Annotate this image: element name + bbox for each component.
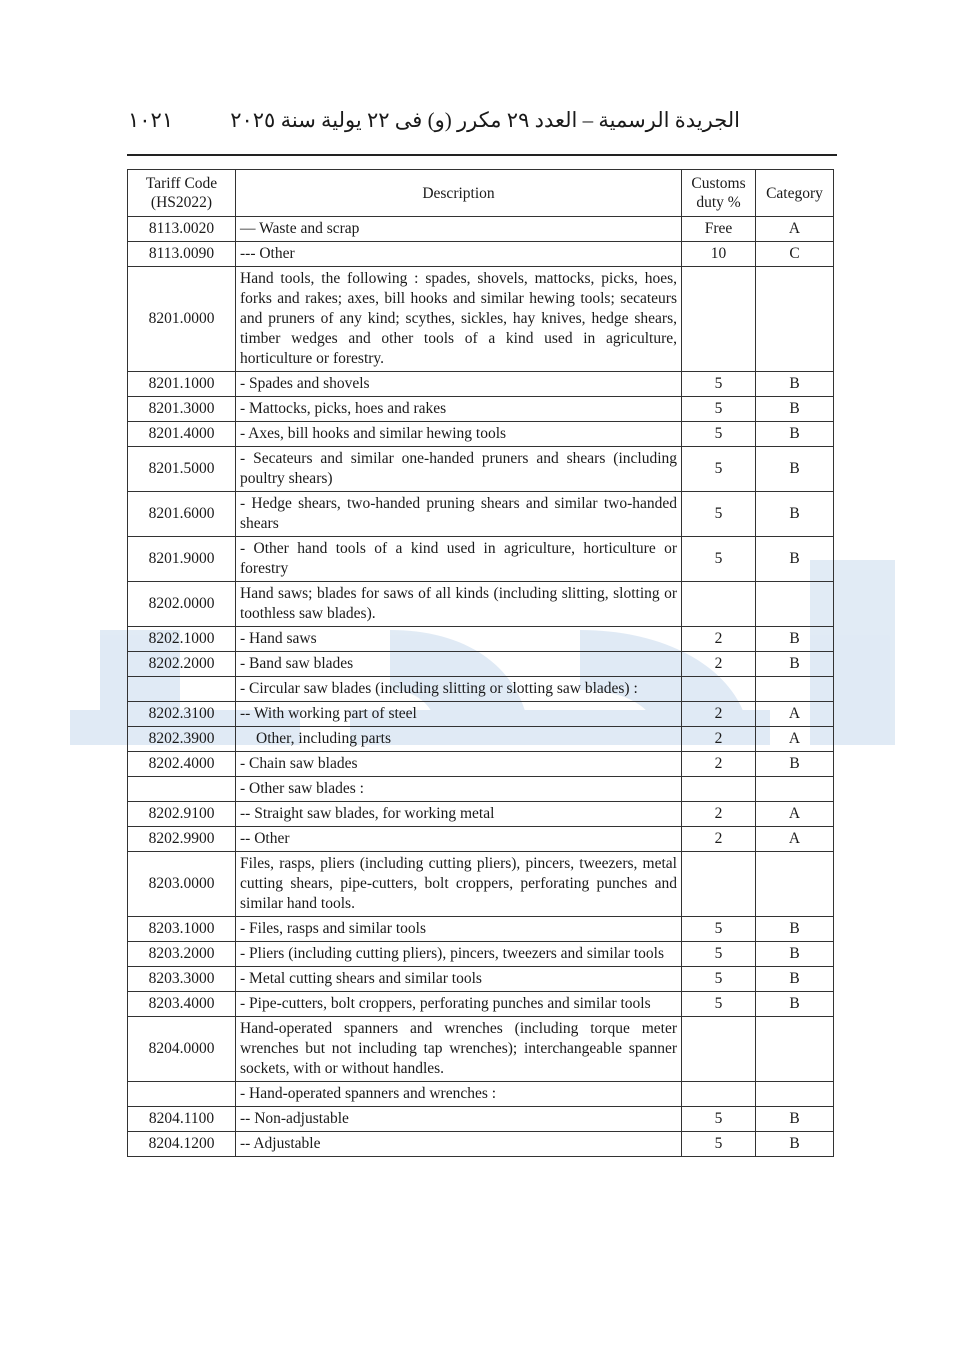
table-row [128,852,834,917]
table-row [128,827,834,852]
description-cell: -- Straight saw blades, for working metal [236,802,682,827]
tariff-code-cell: 8201.9000 [128,537,236,582]
tariff-code-cell: 8204.1200 [128,1132,236,1157]
category-cell: B [756,627,834,652]
customs-duty-cell: 5 [682,992,756,1017]
category-cell: B [756,492,834,537]
description-cell: - Pipe-cutters, bolt croppers, perforating punches and similar tools [236,992,682,1017]
customs-duty-cell: 2 [682,652,756,677]
description-cell: - Files, rasps and similar tools [236,917,682,942]
table-row [128,917,834,942]
tariff-code-cell: 8113.0020 [128,217,236,242]
description-cell: - Secateurs and similar one-handed pruners and shears (including poultry shears) [236,447,682,492]
description-cell: - Spades and shovels [236,372,682,397]
customs-duty-cell: 2 [682,702,756,727]
table-row [128,677,834,702]
table-row [128,1017,834,1082]
customs-duty-cell: 5 [682,942,756,967]
description-cell: - Other saw blades : [236,777,682,802]
description-cell: - Band saw blades [236,652,682,677]
description-cell: -- Non-adjustable [236,1107,682,1132]
tariff-code-cell: 8203.4000 [128,992,236,1017]
description-cell: Files, rasps, pliers (including cutting pliers), pincers, tweezers, metal cutting shears, pipe-cutters, bolt croppers, perforating punches and similar hand tools. [236,852,682,917]
description-cell: -- With working part of steel [236,702,682,727]
tariff-code-cell: 8203.3000 [128,967,236,992]
tariff-code-cell: 8202.3900 [128,727,236,752]
customs-duty-cell [682,1017,756,1082]
tariff-code-cell [128,777,236,802]
table-row [128,1082,834,1107]
description-cell: - Hedge shears, two-handed pruning shears and similar two-handed shears [236,492,682,537]
customs-duty-cell: 5 [682,447,756,492]
customs-duty-cell [682,267,756,372]
header-description: Description [236,170,682,217]
table-body [128,217,834,1157]
category-cell [756,1017,834,1082]
gazette-title: الجريدة الرسمية – العدد ٢٩ مكرر (و) فى ٢٢ يولية سنة ٢٠٢٥ [230,108,740,132]
customs-duty-cell: 5 [682,917,756,942]
description-cell: Hand saws; blades for saws of all kinds (including slitting, slotting or toothless saw blades). [236,582,682,627]
category-cell: A [756,702,834,727]
tariff-code-cell: 8203.1000 [128,917,236,942]
tariff-code-cell [128,1082,236,1107]
tariff-code-cell: 8202.9900 [128,827,236,852]
table-row [128,967,834,992]
tariff-code-cell: 8202.3100 [128,702,236,727]
customs-duty-cell: 2 [682,727,756,752]
description-cell: - Hand-operated spanners and wrenches : [236,1082,682,1107]
description-cell: - Chain saw blades [236,752,682,777]
table-row [128,217,834,242]
tariff-code-cell: 8201.1000 [128,372,236,397]
customs-duty-cell: 10 [682,242,756,267]
table-row [128,267,834,372]
table-row [128,942,834,967]
category-cell: B [756,447,834,492]
table-row [128,752,834,777]
category-cell: B [756,942,834,967]
description-cell: Hand-operated spanners and wrenches (including torque meter wrenches but not including tap wrenches); interchangeable spanner sockets, with or without handles. [236,1017,682,1082]
category-cell: A [756,827,834,852]
customs-duty-cell: 5 [682,372,756,397]
tariff-table [127,169,834,1157]
description-cell: -- Other [236,827,682,852]
table-row [128,582,834,627]
table-row [128,777,834,802]
category-cell: B [756,372,834,397]
category-cell: B [756,752,834,777]
table-row [128,372,834,397]
description-cell: - Mattocks, picks, hoes and rakes [236,397,682,422]
customs-duty-cell [682,1082,756,1107]
customs-duty-cell [682,582,756,627]
tariff-code-cell: 8113.0090 [128,242,236,267]
header-customs-duty: Customs duty % [682,170,756,217]
tariff-code-cell: 8202.4000 [128,752,236,777]
customs-duty-cell: Free [682,217,756,242]
category-cell [756,582,834,627]
description-cell: - Circular saw blades (including slitting or slotting saw blades) : [236,677,682,702]
tariff-code-cell: 8202.0000 [128,582,236,627]
category-cell: B [756,397,834,422]
tariff-code-cell: 8202.2000 [128,652,236,677]
tariff-code-cell: 8203.0000 [128,852,236,917]
category-cell: B [756,992,834,1017]
category-cell: B [756,652,834,677]
customs-duty-cell: 5 [682,1107,756,1132]
table-row [128,447,834,492]
table-row [128,1132,834,1157]
customs-duty-cell: 5 [682,537,756,582]
description-cell: — Waste and scrap [236,217,682,242]
table-row [128,652,834,677]
table-row [128,992,834,1017]
category-cell: B [756,1132,834,1157]
table-row [128,242,834,267]
page-number: ١٠٢١ [128,108,174,132]
table-row [128,422,834,447]
description-cell: - Pliers (including cutting pliers), pincers, tweezers and similar tools [236,942,682,967]
category-cell: A [756,802,834,827]
customs-duty-cell: 2 [682,627,756,652]
description-cell: - Axes, bill hooks and similar hewing tools [236,422,682,447]
table-row [128,1107,834,1132]
category-cell: B [756,917,834,942]
description-cell: - Other hand tools of a kind used in agriculture, horticulture or forestry [236,537,682,582]
description-cell: - Metal cutting shears and similar tools [236,967,682,992]
category-cell: B [756,1107,834,1132]
category-cell [756,677,834,702]
table-header-row [128,170,834,217]
tariff-code-cell: 8201.0000 [128,267,236,372]
tariff-code-cell: 8201.3000 [128,397,236,422]
tariff-code-cell: 8201.5000 [128,447,236,492]
tariff-code-cell: 8201.6000 [128,492,236,537]
description-cell: -- Adjustable [236,1132,682,1157]
customs-duty-cell: 2 [682,802,756,827]
table-row [128,627,834,652]
page-header [128,108,740,140]
table-row [128,397,834,422]
tariff-code-cell: 8202.1000 [128,627,236,652]
tariff-code-cell [128,677,236,702]
customs-duty-cell: 5 [682,397,756,422]
header-tariff-code: Tariff Code (HS2022) [128,170,236,217]
description-cell: Other, including parts [236,727,682,752]
customs-duty-cell: 2 [682,752,756,777]
table-row [128,702,834,727]
header-category: Category [756,170,834,217]
table-row [128,727,834,752]
customs-duty-cell: 5 [682,1132,756,1157]
table-row [128,537,834,582]
table-row [128,802,834,827]
category-cell: A [756,727,834,752]
category-cell [756,267,834,372]
tariff-code-cell: 8202.9100 [128,802,236,827]
customs-duty-cell [682,852,756,917]
category-cell: B [756,422,834,447]
customs-duty-cell [682,777,756,802]
tariff-code-cell: 8204.0000 [128,1017,236,1082]
category-cell: B [756,967,834,992]
header-rule [127,154,837,156]
description-cell: Hand tools, the following : spades, shovels, mattocks, picks, hoes, forks and rakes; axes, bill hooks and similar hewing tools; secateurs and pruners of any kind; scythes, sickles, hay knives, hedge shears, timber wedges and other tools of a kind used in agriculture, horticulture or forestry. [236,267,682,372]
category-cell: A [756,217,834,242]
tariff-code-cell: 8203.2000 [128,942,236,967]
customs-duty-cell: 5 [682,422,756,447]
table-row [128,492,834,537]
tariff-code-cell: 8204.1100 [128,1107,236,1132]
description-cell: - Hand saws [236,627,682,652]
category-cell: C [756,242,834,267]
tariff-code-cell: 8201.4000 [128,422,236,447]
category-cell: B [756,537,834,582]
customs-duty-cell [682,677,756,702]
description-cell: --- Other [236,242,682,267]
customs-duty-cell: 5 [682,492,756,537]
category-cell [756,852,834,917]
category-cell [756,777,834,802]
customs-duty-cell: 5 [682,967,756,992]
customs-duty-cell: 2 [682,827,756,852]
category-cell [756,1082,834,1107]
